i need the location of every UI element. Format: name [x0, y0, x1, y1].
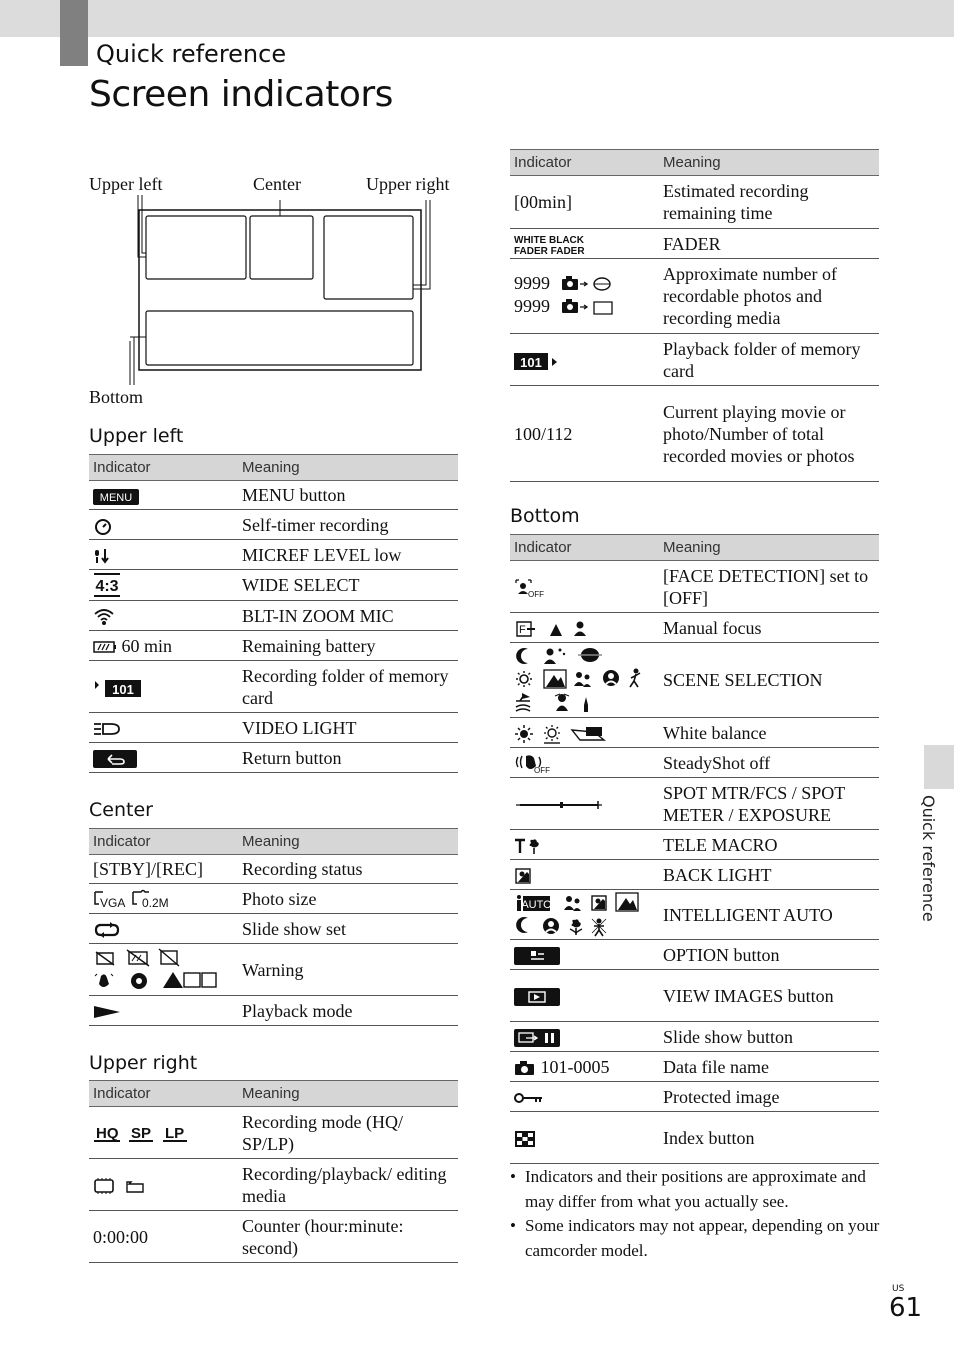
folder-number: 101: [112, 682, 134, 698]
svg-text:F: F: [519, 623, 526, 636]
col-indicator: Indicator: [89, 829, 238, 855]
index-icon: [514, 1130, 536, 1148]
meaning: OPTION button: [659, 940, 879, 970]
diagram-label-bottom: Bottom: [89, 387, 144, 407]
return-icon: [93, 750, 137, 768]
side-label: Quick reference: [919, 795, 938, 922]
heading-upper-right: Upper right: [89, 1052, 198, 1074]
auto-text: AUTO: [521, 898, 552, 911]
meaning: Protected image: [659, 1082, 879, 1112]
video-light-icon: [93, 721, 123, 737]
slideshow-set-icon: [93, 921, 121, 939]
face-detection-off-icon: [514, 578, 542, 598]
recording-folder-icon: [93, 676, 143, 698]
size-vga: VGA: [100, 896, 126, 911]
col-indicator: Indicator: [89, 455, 238, 481]
meaning: Recording mode (HQ/ SP/LP): [238, 1107, 458, 1159]
data-file-name: 101-0005: [540, 1056, 610, 1077]
meaning: Slide show set: [238, 914, 458, 944]
heading-center: Center: [89, 799, 153, 821]
meaning: SCENE SELECTION: [659, 643, 879, 718]
header-block: [60, 0, 88, 66]
meaning: Counter (hour:minute: second): [238, 1211, 458, 1263]
indicator-text: [STBY]/[REC]: [89, 855, 238, 884]
meaning: VIDEO LIGHT: [238, 713, 458, 743]
rec-mode-icons: [93, 1122, 193, 1144]
meaning: Index button: [659, 1112, 879, 1164]
col-meaning: Meaning: [659, 535, 879, 561]
meaning: MENU button: [238, 481, 458, 510]
meaning: Recording folder of memory card: [238, 661, 458, 713]
intelligent-auto-icons: [514, 893, 644, 937]
view-images-icon: [514, 988, 560, 1006]
steady-off-text: OFF: [534, 766, 550, 776]
option-button-icon: [514, 947, 560, 965]
meaning: Estimated recording remaining time: [659, 176, 879, 229]
diagram-label-upper-right: Upper right: [366, 174, 450, 194]
menu-icon-text: MENU: [99, 491, 133, 504]
menu-icon: [93, 489, 139, 505]
playback-mode-icon: [93, 1005, 121, 1019]
meaning: BACK LIGHT: [659, 860, 879, 890]
micref-level-icon: [93, 547, 113, 565]
mode-lp: LP: [165, 1125, 185, 1143]
meaning: Manual focus: [659, 613, 879, 643]
table-bottom: [510, 534, 879, 1164]
table-upper-left: [89, 454, 458, 773]
table-upper-right: [89, 1080, 458, 1263]
battery-icon: [93, 640, 117, 654]
photo-count-icons: [514, 273, 619, 319]
meaning: Approximate number of recordable photos and recording media: [659, 259, 879, 334]
diagram-label-upper-left: Upper left: [89, 174, 163, 194]
header-band: [0, 0, 954, 37]
page-region: US: [892, 1284, 905, 1294]
indicator-text: 100/112: [510, 386, 659, 482]
page-title: Screen indicators: [89, 74, 393, 115]
meaning: Remaining battery: [238, 631, 458, 661]
section-label: Quick reference: [96, 40, 287, 68]
meaning: SteadyShot off: [659, 748, 879, 778]
heading-upper-left: Upper left: [89, 425, 184, 447]
meaning: VIEW IMAGES button: [659, 970, 879, 1022]
indicator-text: 0:00:00: [89, 1211, 238, 1263]
note-item: • Indicators and their positions are approximate and may differ from what you actually see.: [510, 1165, 890, 1214]
scene-selection-icons: [514, 645, 649, 715]
meaning: Recording status: [238, 855, 458, 884]
table-upper-right-cont: [510, 149, 879, 482]
side-tab: [924, 745, 954, 789]
tele-macro-icon: [514, 837, 542, 855]
zoom-mic-icon: [93, 608, 115, 626]
photo-count-2: 9999: [514, 296, 550, 316]
folder-number-playback: 101: [520, 354, 542, 370]
meaning: INTELLIGENT AUTO: [659, 890, 879, 940]
manual-focus-icons: [514, 619, 594, 639]
col-meaning: Meaning: [238, 455, 458, 481]
fader-line-2: FADER FADER: [514, 246, 585, 258]
protect-key-icon: [514, 1092, 544, 1104]
media-icons: [93, 1177, 153, 1195]
wide-select-icon: [93, 573, 121, 597]
mode-sp: SP: [131, 1125, 152, 1143]
col-meaning: Meaning: [659, 150, 879, 176]
meaning: Playback folder of memory card: [659, 334, 879, 386]
meaning: Warning: [238, 944, 458, 996]
meaning: Recording/playback/ editing media: [238, 1159, 458, 1211]
meaning: Current playing movie or photo/Number of total recorded movies or photos: [659, 386, 879, 482]
photo-count-1: 9999: [514, 273, 550, 293]
col-meaning: Meaning: [238, 829, 458, 855]
playback-folder-icon: [514, 351, 562, 371]
meaning: Slide show button: [659, 1022, 879, 1052]
fader-line-1: WHITE BLACK: [514, 235, 584, 247]
meaning: [FACE DETECTION] set to [OFF]: [659, 561, 879, 613]
camera-icon: [514, 1060, 536, 1076]
screen-layout-diagram: [120, 195, 440, 395]
face-off-text: OFF: [528, 589, 544, 599]
size-02m: 0.2M: [142, 896, 169, 911]
col-meaning: Meaning: [238, 1081, 458, 1107]
meaning: Return button: [238, 743, 458, 773]
meaning: TELE MACRO: [659, 830, 879, 860]
self-timer-icon: [93, 517, 113, 535]
col-indicator: Indicator: [510, 150, 659, 176]
heading-bottom: Bottom: [510, 505, 580, 527]
meaning: White balance: [659, 718, 879, 748]
diagram-label-center: Center: [253, 174, 301, 194]
photo-size-icon: [93, 888, 173, 910]
col-indicator: Indicator: [510, 535, 659, 561]
meaning: Self-timer recording: [238, 510, 458, 540]
page-number: 61: [889, 1293, 923, 1323]
meaning: FADER: [659, 229, 879, 259]
meaning: WIDE SELECT: [238, 570, 458, 601]
wide-select-text: 4:3: [95, 578, 119, 596]
white-balance-icons: [514, 724, 609, 744]
meaning: MICREF LEVEL low: [238, 540, 458, 570]
note-item: • Some indicators may not appear, depending on your camcorder model.: [510, 1214, 890, 1263]
meaning: Data file name: [659, 1052, 879, 1082]
mode-hq: HQ: [96, 1125, 119, 1143]
meaning: Photo size: [238, 884, 458, 914]
notes-list: [510, 1165, 890, 1263]
table-center: [89, 828, 458, 1026]
fader-icon: [514, 233, 614, 258]
battery-value: 60 min: [121, 635, 173, 656]
slideshow-button-icon: [514, 1029, 560, 1047]
back-light-icon: [514, 867, 534, 885]
col-indicator: Indicator: [89, 1081, 238, 1107]
indicator-text: [00min]: [510, 176, 659, 229]
meaning: BLT-IN ZOOM MIC: [238, 601, 458, 631]
meaning: SPOT MTR/FCS / SPOT METER / EXPOSURE: [659, 778, 879, 830]
spot-meter-bar-icon: [514, 798, 604, 812]
steadyshot-off-icon: [514, 752, 550, 774]
warning-icons: [93, 948, 218, 992]
meaning: Playback mode: [238, 996, 458, 1026]
